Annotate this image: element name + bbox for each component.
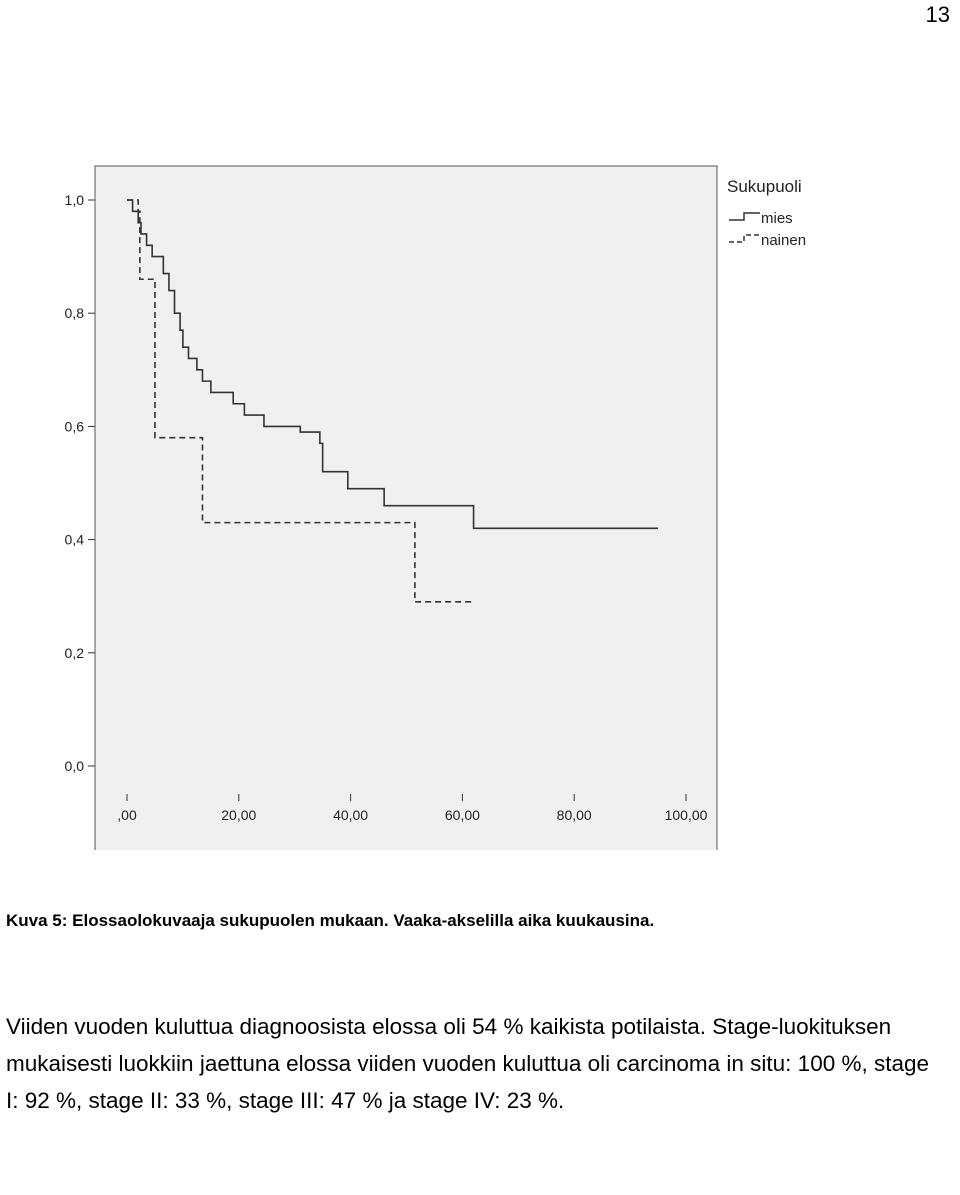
legend <box>727 177 806 249</box>
x-tick-label: ,00 <box>117 807 137 823</box>
x-tick-label: 20,00 <box>221 807 257 823</box>
y-tick-label: 0,6 <box>64 418 84 435</box>
y-tick-label: 0,2 <box>64 644 84 661</box>
y-tick-label: 1,0 <box>64 192 84 208</box>
y-tick-label: 0,8 <box>64 305 84 322</box>
x-tick-label: 80,00 <box>556 807 592 823</box>
legend-label-mies: mies <box>761 210 793 227</box>
x-tick-label: 100,00 <box>664 807 708 823</box>
survival-chart <box>0 150 960 850</box>
x-tick-label: 40,00 <box>333 807 369 823</box>
legend-label-nainen: nainen <box>761 232 807 249</box>
figure-caption: Kuva 5: Elossaolokuvaaja sukupuolen mukaan. Vaaka-akselilla aika kuukausina. <box>6 911 655 930</box>
legend-title: Sukupuoli <box>727 177 802 196</box>
legend-swatch-mies <box>729 213 760 220</box>
legend-swatch-nainen <box>729 235 760 242</box>
x-tick-label: 60,00 <box>444 807 480 823</box>
y-tick-label: 0,0 <box>64 758 84 774</box>
plot-background <box>95 166 717 850</box>
y-tick-label: 0,4 <box>64 531 84 548</box>
body-paragraph: Viiden vuoden kuluttua diagnoosista elossa oli 54 % kaikista potilaista. Stage-luokituksen mukaisesti luokkiin jaettuna elossa viiden vuoden kuluttua oli carcinoma in situ: 100 %, stage I: 92 %, stage II: 33 %, stage III: 47 % ja stage IV: 23 %. <box>6 1014 930 1113</box>
page-number: 13 <box>925 2 950 27</box>
